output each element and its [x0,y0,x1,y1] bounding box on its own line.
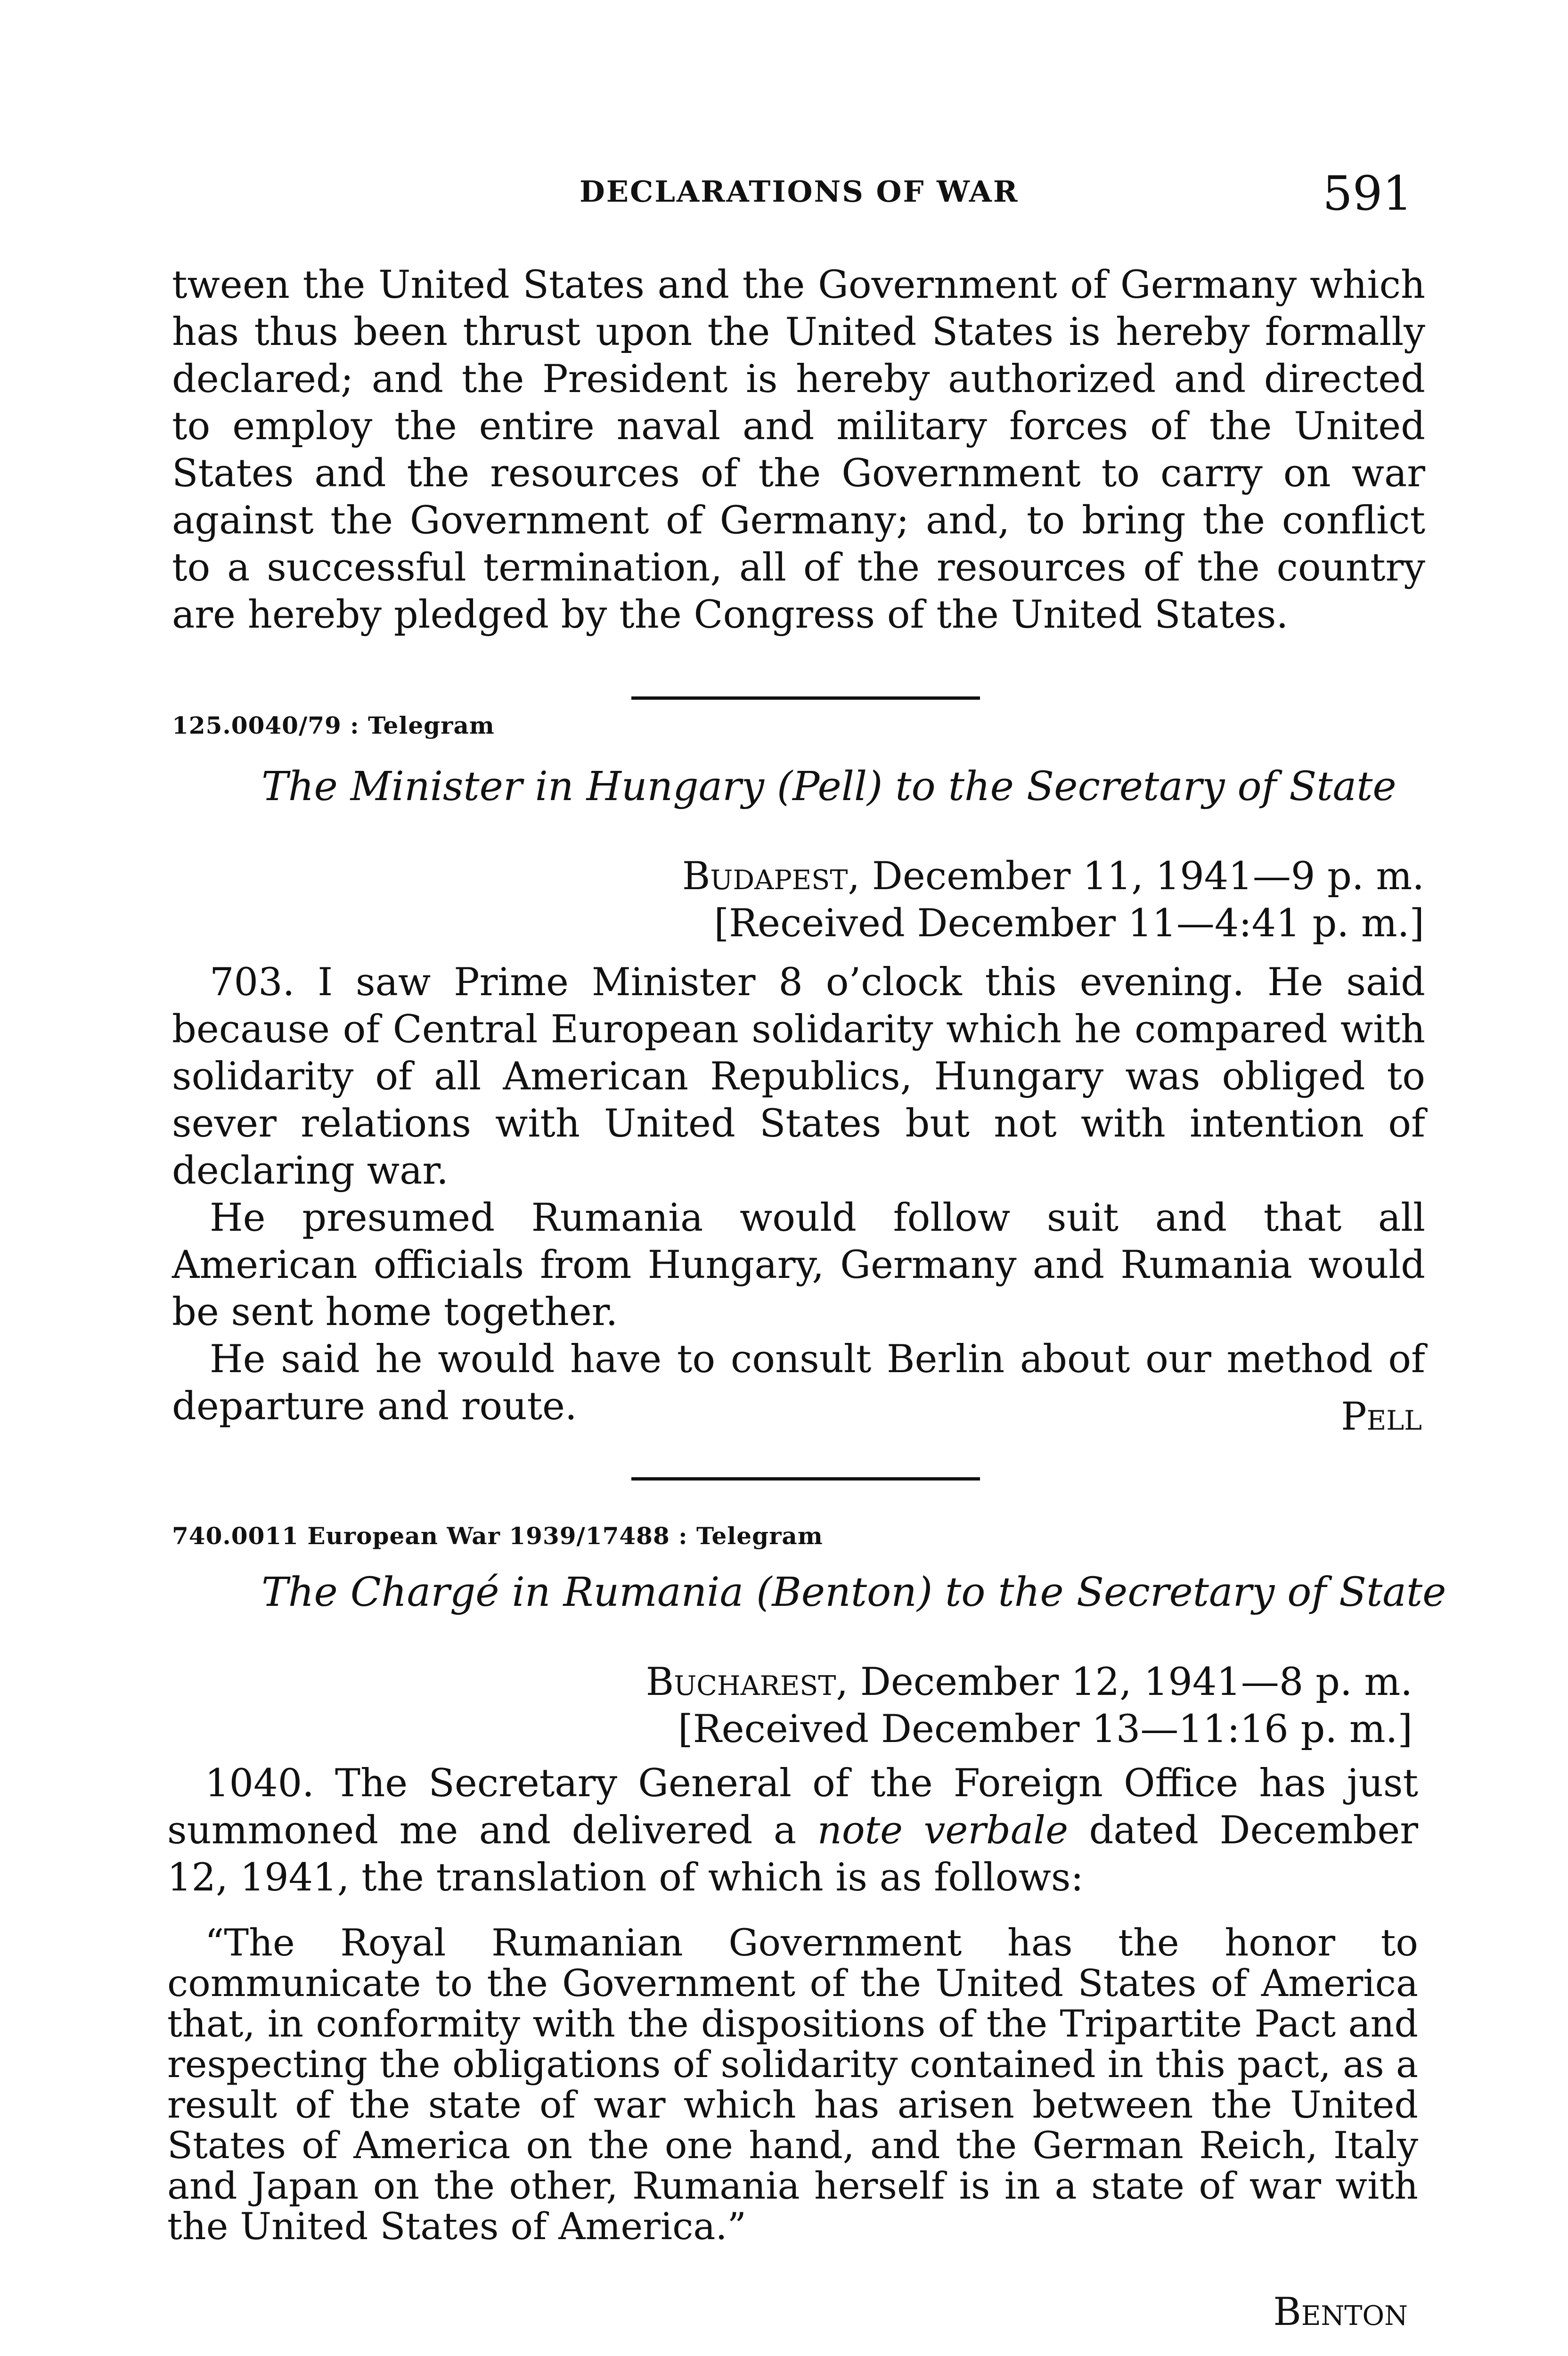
doc2-file-reference: 740.0011 European War 1939/17488 : Telegram [172,1522,823,1550]
doc2-quote-text: “The Royal Rumanian Government has the honor to communicate to the Government of the United States of America that, in conformity with the dispositions of the Tripartite Pact and respecting the obligations of solidarity contained in this pact, as a result of the state of war which has arisen between the United States of America on the one hand, and the German Reich, Italy and Japan on the other, Rumania herself is in a state of war with the United States of America.” [167,1921,1418,2248]
doc1-title-name: Pell [792,763,867,810]
doc1-paragraph-2: He presumed Rumania would follow suit and that all American officials from Hungary, Germany and Rumania would be sent home together. [172,1196,1425,1334]
doc2-paragraph-start: 1040. The Secretary General of the Foreign Office has just summoned me and delivered a [167,1761,1418,1853]
doc1-body [172,959,1425,1430]
section-divider-1 [631,696,980,700]
doc1-received: [Received December 11—4:41 p. m.] [714,901,1424,946]
doc2-paragraph-1 [167,1760,1418,1901]
doc2-received: [Received December 13—11:16 p. m.] [678,1707,1413,1751]
doc1-place: Budapest [682,854,848,899]
doc2-signature: Benton [1273,2290,1408,2334]
doc1-title-suffix: ) to the Secretary of State [867,763,1396,810]
doc2-quotation [167,1922,1418,2247]
intro-paragraph [172,262,1425,638]
page-number: 591 [1323,166,1413,221]
doc1-paragraph-3: He said he would have to consult Berlin about our method of departure and route. [172,1337,1425,1429]
doc2-date: , December 12, 1941—8 p. m. [836,1660,1413,1704]
doc2-paragraph-end: dated December 12, 1941, the translation of which is as follows: [167,1808,1418,1900]
doc2-note-verbale: note verbale [817,1808,1069,1853]
doc1-title [261,763,1396,810]
doc1-title-prefix: The Minister in Hungary ( [261,763,793,810]
doc2-dateline [646,1659,1413,1753]
section-divider-2 [631,1477,980,1481]
running-header-title: DECLARATIONS OF WAR [580,174,1019,209]
intro-text: tween the United States and the Government of Germany which has thus been thrust upon the United States is hereby formally declared; and the President is hereby authorized and directed to employ the entire naval and military forces of the United States and the resources of the Government to carry on war against the Government of Germany; and, to bring the conflict to a successful termination, all of the resources of the country are hereby pledged by the Congress of the United States. [172,263,1425,637]
doc1-signature: Pell [1341,1395,1422,1439]
doc2-place-date [646,1659,1413,1706]
doc1-file-reference: 125.0040/79 : Telegram [172,712,495,739]
doc2-body [167,1760,1418,1901]
doc2-title [261,1569,1446,1616]
doc1-date: , December 11, 1941—9 p. m. [848,854,1424,899]
doc2-place: Bucharest [645,1660,836,1704]
doc2-title-suffix: ) to the Secretary of State [916,1569,1446,1616]
doc1-dateline [682,853,1424,947]
doc2-title-name: Benton [772,1569,917,1616]
doc1-paragraph-1: 703. I saw Prime Minister 8 o’clock this evening. He said because of Central European solidarity which he compared with solidarity of all American Republics, Hungary was obliged to sever relations with United States but not with intention of declaring war. [172,960,1425,1193]
doc2-title-prefix: The Chargé in Rumania ( [261,1569,772,1616]
doc1-place-date [682,853,1424,900]
